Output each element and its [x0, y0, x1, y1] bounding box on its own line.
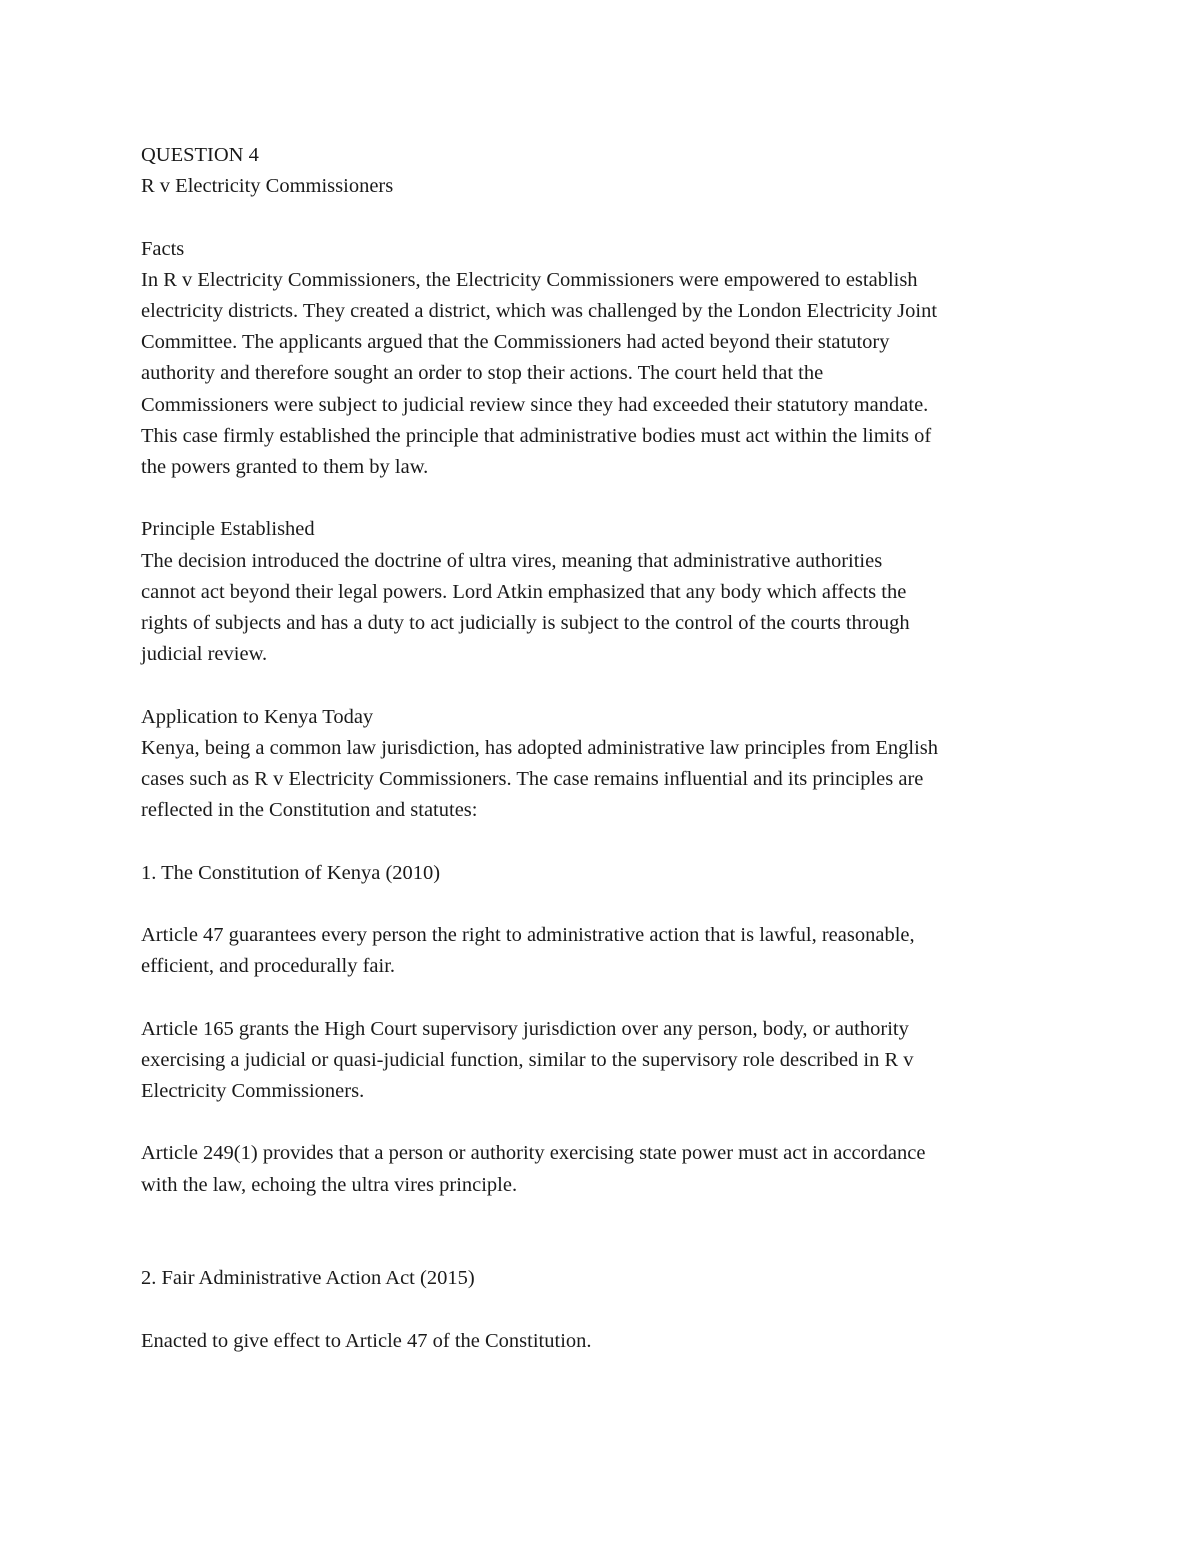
blank-line — [141, 889, 1066, 920]
blank-lines — [141, 1201, 1066, 1263]
blank-line — [141, 202, 1066, 233]
paragraph-line: In R v Electricity Commissioners, the Electricity Commissioners were empowered to establish — [141, 268, 918, 291]
article-249-line: Article 249(1) provides that a person or authority exercising state power must act in accordance — [141, 1142, 926, 1165]
paragraph-line: judicial review. — [141, 643, 268, 666]
principle-section — [141, 514, 1066, 670]
paragraph-line: Kenya, being a common law jurisdiction, has adopted administrative law principles from English — [141, 736, 939, 759]
paragraph-line: rights of subjects and has a duty to act judicially is subject to the control of the courts through — [141, 612, 910, 635]
blank-line — [141, 1107, 1066, 1138]
paragraph-line: Commissioners were subject to judicial review since they had exceeded their statutory mandate. — [141, 393, 929, 416]
constitution-section — [141, 858, 1066, 1201]
case-name: R v Electricity Commissioners — [141, 175, 394, 198]
paragraph-line: reflected in the Constitution and statutes: — [141, 799, 478, 822]
article-165-line: exercising a judicial or quasi-judicial function, similar to the supervisory role described in R v — [141, 1048, 914, 1071]
paragraph-line: This case firmly established the principle that administrative bodies must act within the limits of — [141, 424, 932, 447]
blank-line — [141, 670, 1066, 701]
article-249-line: with the law, echoing the ultra vires principle. — [141, 1173, 518, 1196]
facts-section — [141, 234, 1066, 484]
blank-line — [141, 1294, 1066, 1325]
fair-admin-act-section — [141, 1263, 1066, 1357]
paragraph-line: cases such as R v Electricity Commissioners. The case remains influential and its principles are — [141, 768, 924, 791]
facts-heading: Facts — [141, 237, 185, 260]
document-body — [141, 140, 1066, 1357]
paragraph-line: electricity districts. They created a district, which was challenged by the London Electricity Joint — [141, 300, 938, 322]
article-165-line: Electricity Commissioners. — [141, 1080, 365, 1102]
blank-line — [141, 483, 1066, 514]
application-heading: Application to Kenya Today — [141, 705, 374, 728]
blank-line — [141, 826, 1066, 857]
application-section — [141, 702, 1066, 827]
paragraph-line: the powers granted to them by law. — [141, 456, 429, 479]
paragraph-line: The decision introduced the doctrine of ultra vires, meaning that administrative authorities — [141, 549, 883, 572]
constitution-heading: 1. The Constitution of Kenya (2010) — [141, 861, 441, 884]
paragraph-line: Committee. The applicants argued that the Commissioners had acted beyond their statutory — [141, 331, 890, 354]
paragraph-line: authority and therefore sought an order to stop their actions. The court held that the — [141, 362, 824, 385]
fair-admin-act-heading: 2. Fair Administrative Action Act (2015) — [141, 1267, 475, 1290]
article-47-line: Article 47 guarantees every person the right to administrative action that is lawful, reasonable, — [141, 924, 915, 946]
principle-heading: Principle Established — [141, 518, 315, 541]
paragraph-line: Enacted to give effect to Article 47 of the Constitution. — [141, 1329, 592, 1352]
blank-line — [141, 982, 1066, 1013]
article-47-line: efficient, and procedurally fair. — [141, 955, 396, 978]
article-165-line: Article 165 grants the High Court supervisory jurisdiction over any person, body, or authority — [141, 1017, 909, 1040]
paragraph-line: cannot act beyond their legal powers. Lord Atkin emphasized that any body which affects the — [141, 580, 907, 603]
question-title: QUESTION 4 — [141, 144, 259, 166]
